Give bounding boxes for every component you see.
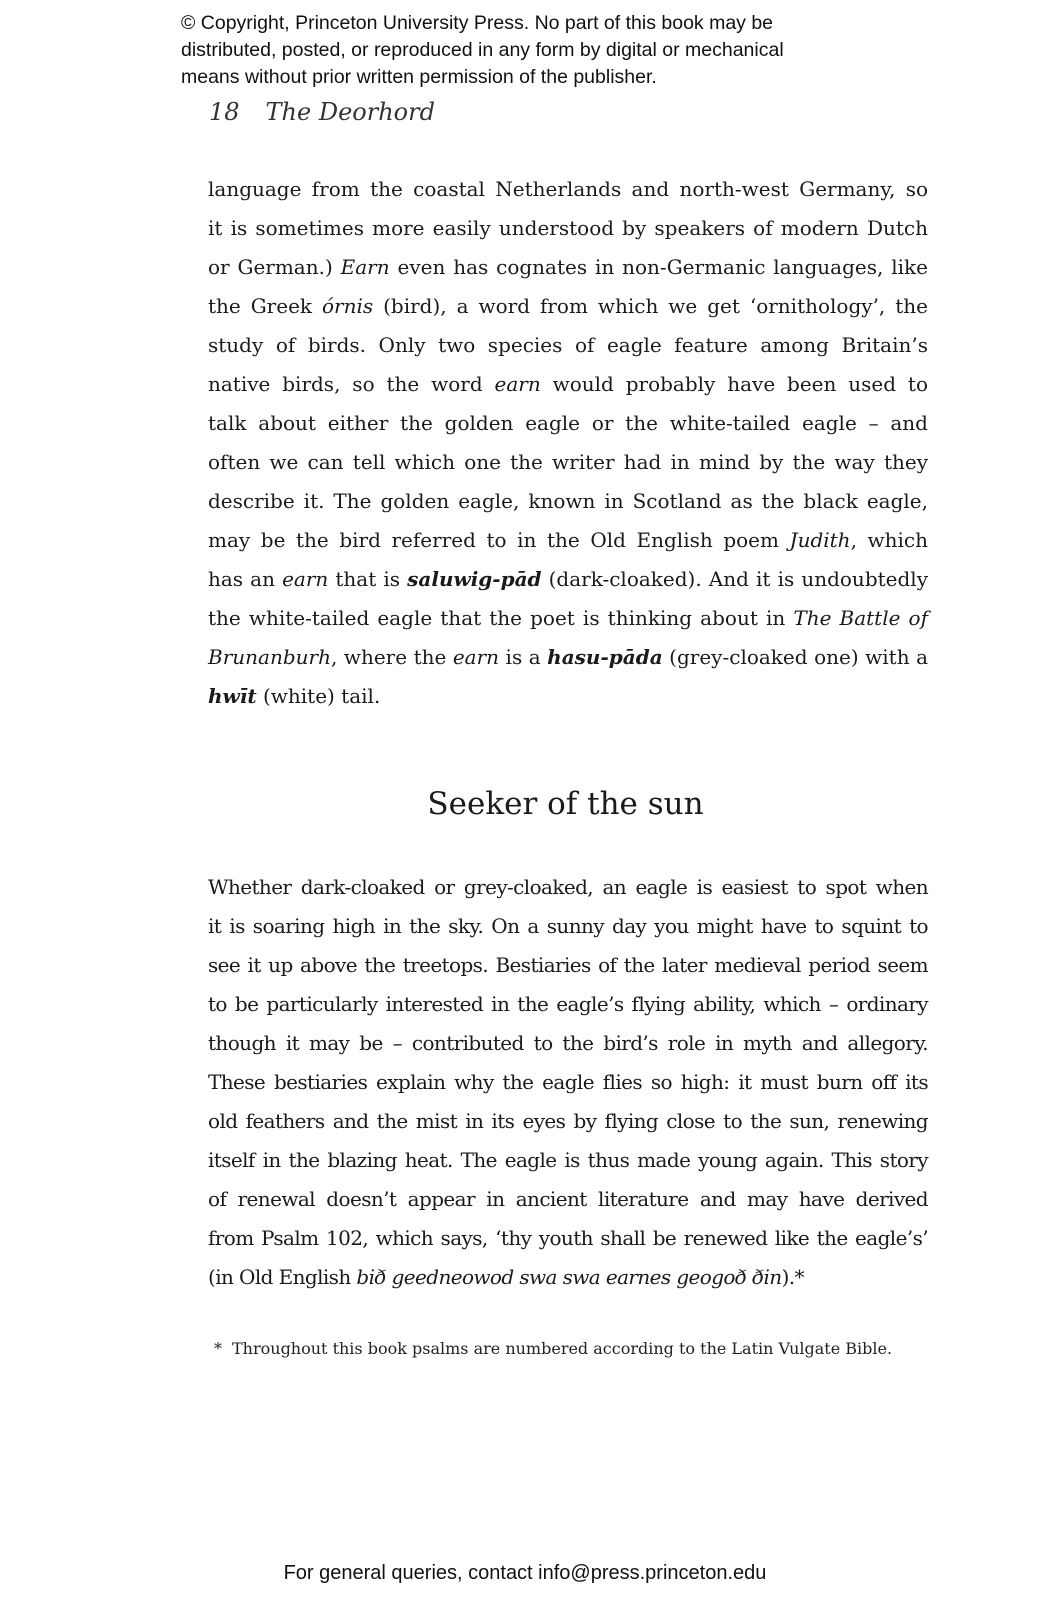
text-line	[208, 1258, 928, 1297]
copyright-line: © Copyright, Princeton University Press. No part of this book may be	[181, 12, 774, 34]
text-line: language from the coastal Netherlands and north-west Germany, so	[208, 177, 928, 201]
page-number: 18	[209, 98, 240, 126]
text-line: study of birds. Only two species of eagle feature among Britain’s	[208, 333, 928, 357]
italic-term: earn	[282, 567, 329, 591]
italic-title: Brunanburh	[208, 645, 331, 669]
text-run: that is	[328, 567, 408, 591]
text-line: These bestiaries explain why the eagle flies so high: it must burn off its	[208, 1070, 928, 1094]
body-paragraph	[208, 170, 928, 716]
text-run: the white-tailed eagle that the poet is thinking about in	[208, 606, 794, 630]
text-line: old feathers and the mist in its eyes by flying close to the sun, renewing	[208, 1109, 928, 1133]
text-run: (bird), a word from which we get ‘ornithology’, the	[373, 294, 928, 318]
text-line: see it up above the treetops. Bestiaries of the later medieval period seem	[208, 953, 928, 977]
book-title: The Deorhord	[265, 98, 435, 126]
text-line: itself in the blazing heat. The eagle is thus made young again. This story	[208, 1148, 928, 1172]
italic-title: The Battle of	[793, 606, 928, 630]
copyright-notice	[181, 10, 901, 91]
text-line: often we can tell which one the writer had in mind by the way they	[208, 450, 928, 474]
text-run: may be the bird referred to in the Old English poem	[208, 528, 790, 552]
text-run: would probably have been used to	[540, 372, 928, 396]
old-english-quote: bið geedneowod swa swa earnes geogoð ðin	[356, 1265, 782, 1289]
old-english-term: saluwig-pād	[407, 567, 542, 591]
italic-term: earn	[494, 372, 541, 396]
footnote-text: Throughout this book psalms are numbered according to the Latin Vulgate Bible.	[232, 1339, 893, 1358]
text-line: describe it. The golden eagle, known in Scotland as the black eagle,	[208, 489, 928, 513]
text-line: to be particularly interested in the eagle’s flying ability, which – ordinary	[208, 992, 928, 1016]
text-line	[208, 599, 928, 638]
text-run: (grey-cloaked one) with a	[662, 645, 929, 669]
footer-contact: For general queries, contact info@press.princeton.edu	[283, 1562, 767, 1584]
italic-term: earn	[452, 645, 500, 669]
text-line	[208, 560, 928, 599]
text-line	[208, 365, 928, 404]
text-run: is a	[499, 645, 548, 669]
section-heading: Seeker of the sun	[427, 786, 704, 822]
old-english-term: hasu-pāda	[547, 645, 663, 669]
italic-term: Earn	[340, 255, 390, 279]
text-run: or German.)	[208, 255, 341, 279]
text-line: talk about either the golden eagle or the white-tailed eagle – and	[208, 411, 928, 435]
footnote-reference: ).*	[781, 1265, 804, 1289]
footnote	[214, 1339, 892, 1358]
text-run: , which	[850, 528, 928, 552]
text-line: though it may be – contributed to the bird’s role in myth and allegory.	[208, 1031, 928, 1055]
text-line	[208, 287, 928, 326]
italic-term: órnis	[322, 294, 374, 318]
italic-title: Judith	[789, 528, 851, 552]
text-run: (dark-cloaked). And it is undoubtedly	[541, 567, 928, 591]
text-line: from Psalm 102, which says, ‘thy youth shall be renewed like the eagle’s’	[208, 1226, 928, 1250]
text-line	[208, 638, 928, 677]
copyright-line: means without prior written permission of the publisher.	[181, 66, 657, 88]
text-line: it is soaring high in the sky. On a sunny day you might have to squint to	[208, 914, 928, 938]
text-line: it is sometimes more easily understood by speakers of modern Dutch	[208, 216, 928, 240]
text-run: the Greek	[208, 294, 322, 318]
text-run: (in Old English	[208, 1265, 357, 1289]
copyright-line: distributed, posted, or reproduced in any form by digital or mechanical	[181, 39, 784, 61]
text-run: native birds, so the word	[208, 372, 495, 396]
running-head	[209, 98, 435, 126]
text-line: Whether dark-cloaked or grey-cloaked, an eagle is easiest to spot when	[208, 875, 928, 899]
text-run: , where the	[330, 645, 453, 669]
text-run: has an	[208, 567, 283, 591]
text-line	[208, 677, 928, 716]
text-line	[208, 248, 928, 287]
footnote-marker: *	[214, 1339, 222, 1358]
text-line: of renewal doesn’t appear in ancient literature and may have derived	[208, 1187, 928, 1211]
old-english-term: hwīt	[208, 684, 257, 708]
text-line	[208, 521, 928, 560]
text-run: (white) tail.	[256, 684, 381, 708]
text-run: even has cognates in non-Germanic languages, like	[389, 255, 928, 279]
body-paragraph	[208, 868, 928, 1297]
